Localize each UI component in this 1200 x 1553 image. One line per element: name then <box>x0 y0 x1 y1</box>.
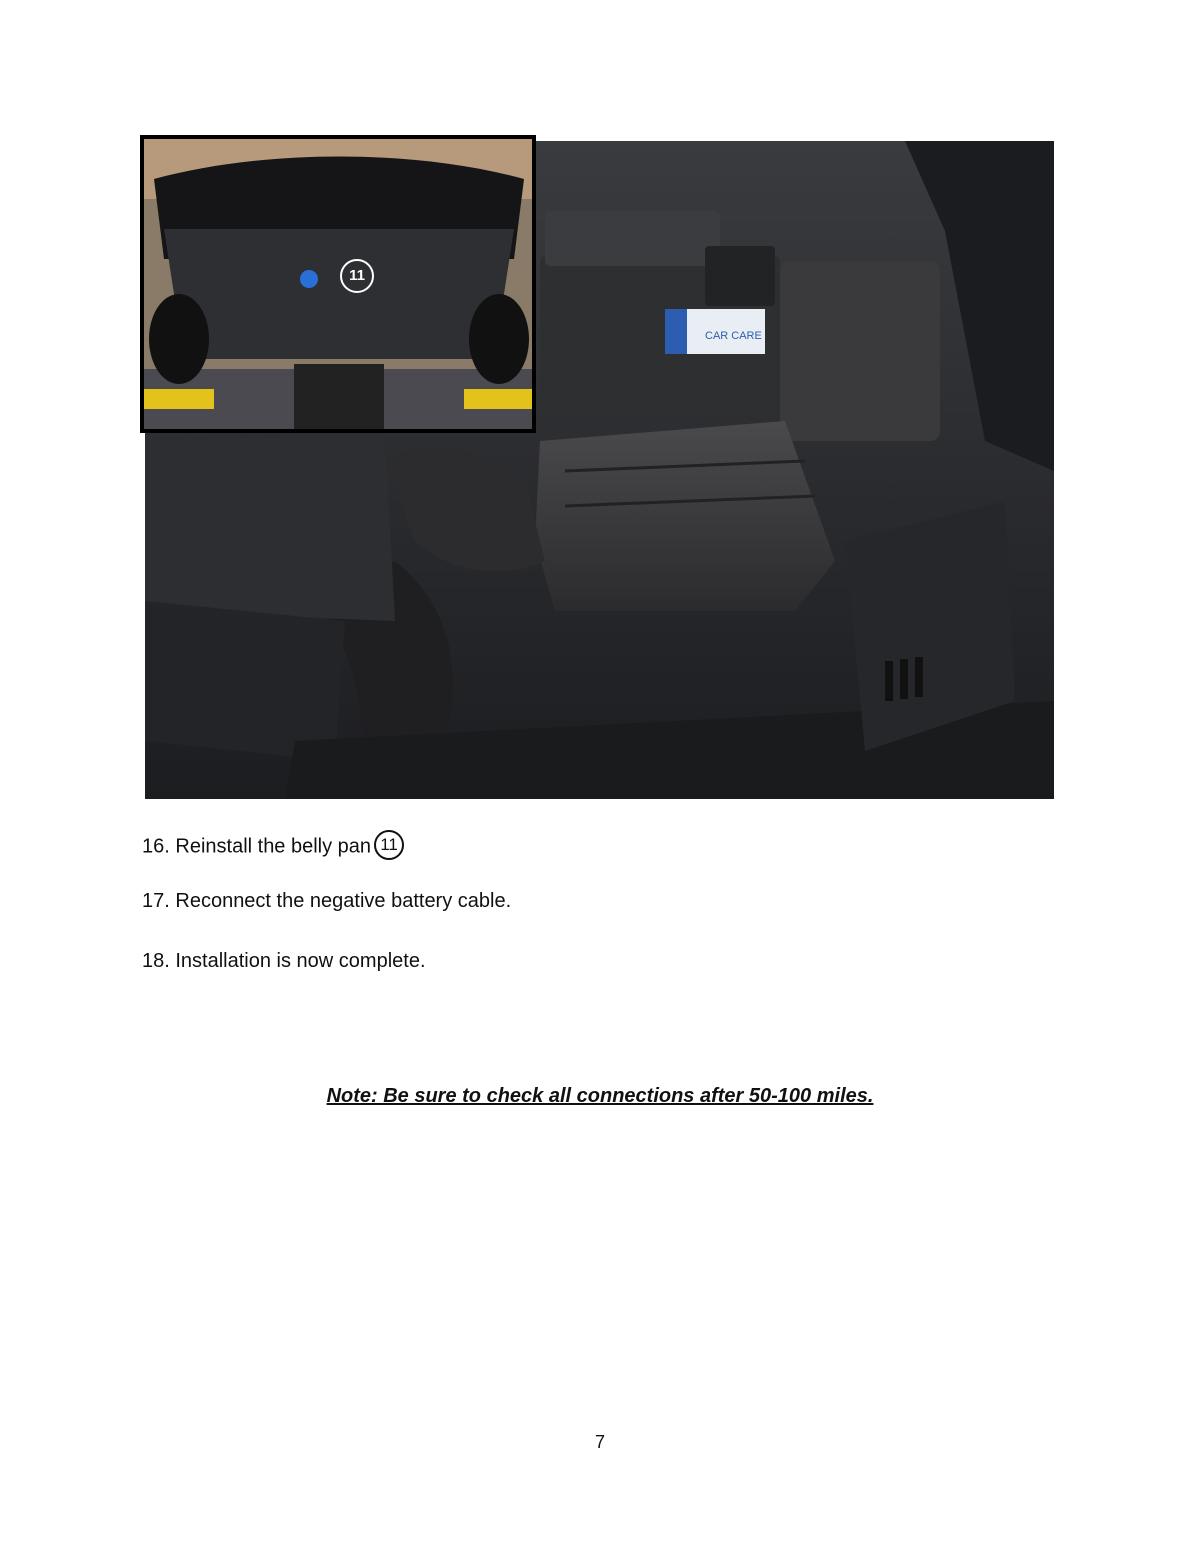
belly-pan-inset-photo <box>140 135 536 433</box>
step-16-callout: 11 <box>374 830 404 860</box>
step-18 <box>142 949 426 973</box>
note: Note: Be sure to check all connections after 50-100 miles. <box>326 1085 874 1107</box>
step-17 <box>142 889 511 913</box>
step-17-number: 17. <box>142 890 170 912</box>
step-16-text: Reinstall the belly pan <box>175 835 372 858</box>
page-number: 7 <box>594 1432 605 1452</box>
step-18-number: 18. <box>142 950 170 972</box>
step-16-number: 16. <box>142 835 170 858</box>
battery-label: CAR CARE <box>705 330 762 342</box>
step-18-text: Installation is now complete. <box>175 950 426 972</box>
step-17-text: Reconnect the negative battery cable. <box>175 890 512 912</box>
step-16 <box>142 832 404 862</box>
callout-11: 11 <box>340 259 374 293</box>
